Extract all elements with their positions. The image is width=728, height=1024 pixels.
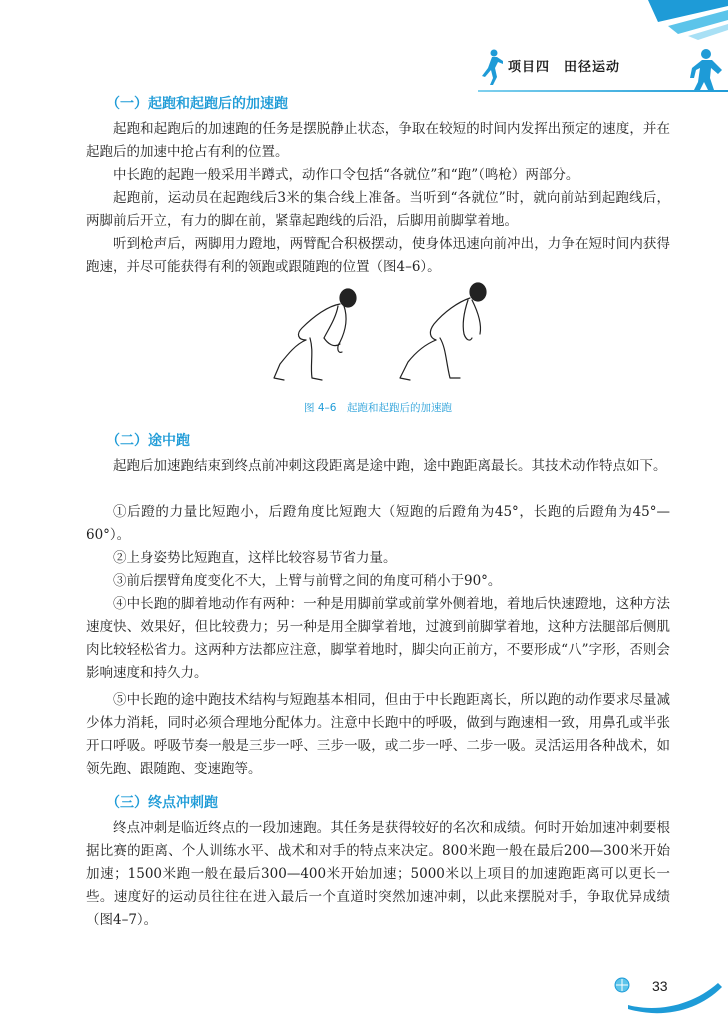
footer-decoration <box>608 965 728 1024</box>
running-header <box>478 48 728 88</box>
player-icon <box>684 48 728 90</box>
runner-illustration-1 <box>274 289 356 380</box>
header-unit: 项目四 <box>508 60 551 75</box>
start-acceleration-figure <box>266 282 496 392</box>
corner-decoration <box>618 0 728 40</box>
paragraph: ①后蹬的力量比短跑小，后蹬角度比短跑大（短跑的后蹬角为45°，长跑的后蹬角为45°—60°）。 <box>86 504 670 543</box>
section-heading-start: （一）起跑和起跑后的加速跑 <box>106 96 288 112</box>
paragraph: ②上身姿势比短跑直，这样比较容易节省力量。 <box>113 550 397 566</box>
paragraph: 听到枪声后，两脚用力蹬地，两臂配合积极摆动，使身体迅速向前冲出，力争在短时间内获得跑速，并尽可能获得有利的领跑或跟随跑的位置（图4–6）。 <box>86 236 670 275</box>
paragraph: 起跑和起跑后的加速跑的任务是摆脱静止状态，争取在较短的时间内发挥出预定的速度，并在起跑后的加速中抢占有利的位置。 <box>86 121 670 160</box>
paragraph: ④中长跑的脚着地动作有两种：一种是用脚前掌或前掌外侧着地，着地后快速蹬地，这种方法速度快、效果好，但比较费力；另一种是用全脚掌着地，过渡到前脚掌着地，这种方法腿部后侧肌肉比较轻松省力。这两种方法都应注意，脚掌着地时，脚尖向正前方，不要形成“八”字形，否则会影响速度和持久力。 <box>86 596 670 681</box>
paragraph: 起跑前，运动员在起跑线后3米的集合线上准备。当听到“各就位”时，就向前站到起跑线后，两脚前后开立，有力的脚在前，紧靠起跑线的后沿，后脚用前脚掌着地。 <box>86 190 670 229</box>
paragraph: 中长跑的起跑一般采用半蹲式，动作口令包括“各就位”和“跑”（鸣枪）两部分。 <box>113 167 580 183</box>
paragraph: 起跑后加速跑结束到终点前冲刺这段距离是途中跑，途中跑距离最长。其技术动作特点如下。 <box>113 458 667 474</box>
paragraph: ③前后摆臂角度变化不大，上臂与前臂之间的角度可稍小于90°。 <box>113 573 502 589</box>
figure-caption: 图 4–6 起跑和起跑后的加速跑 <box>304 402 452 414</box>
page-number: 33 <box>652 978 668 994</box>
header-text <box>508 56 620 75</box>
section-heading-midrace: （二）途中跑 <box>106 433 190 449</box>
header-rule <box>478 90 728 92</box>
paragraph: ⑤中长跑的途中跑技术结构与短跑基本相同，但由于中长跑距离长，所以跑的动作要求尽量减少体力消耗，同时必须合理地分配体力。注意中长跑中的呼吸，做到与跑速相一致，用鼻孔或半张开口呼吸。呼吸节奏一般是三步一呼、三步一吸，或二步一呼、二步一吸。灵活运用各种战术，如领先跑、跟随跑、变速跑等。 <box>86 692 670 777</box>
runner-icon <box>478 48 504 86</box>
runner-illustration-2 <box>400 283 486 380</box>
header-title: 田径运动 <box>564 60 621 75</box>
paragraph: 终点冲刺是临近终点的一段加速跑。其任务是获得较好的名次和成绩。何时开始加速冲刺要根据比赛的距离、个人训练水平、战术和对手的特点来决定。800米跑一般在最后200—300米开始加速；1500米跑一般在最后300—400米开始加速；5000米以上项目的加速跑距离可以更长一些。速度好的运动员往往在进入最后一个直道时突然加速冲刺，以此来摆脱对手，争取优异成绩（图4–7）。 <box>86 820 670 928</box>
section-heading-finish: （三）终点冲刺跑 <box>106 795 218 811</box>
